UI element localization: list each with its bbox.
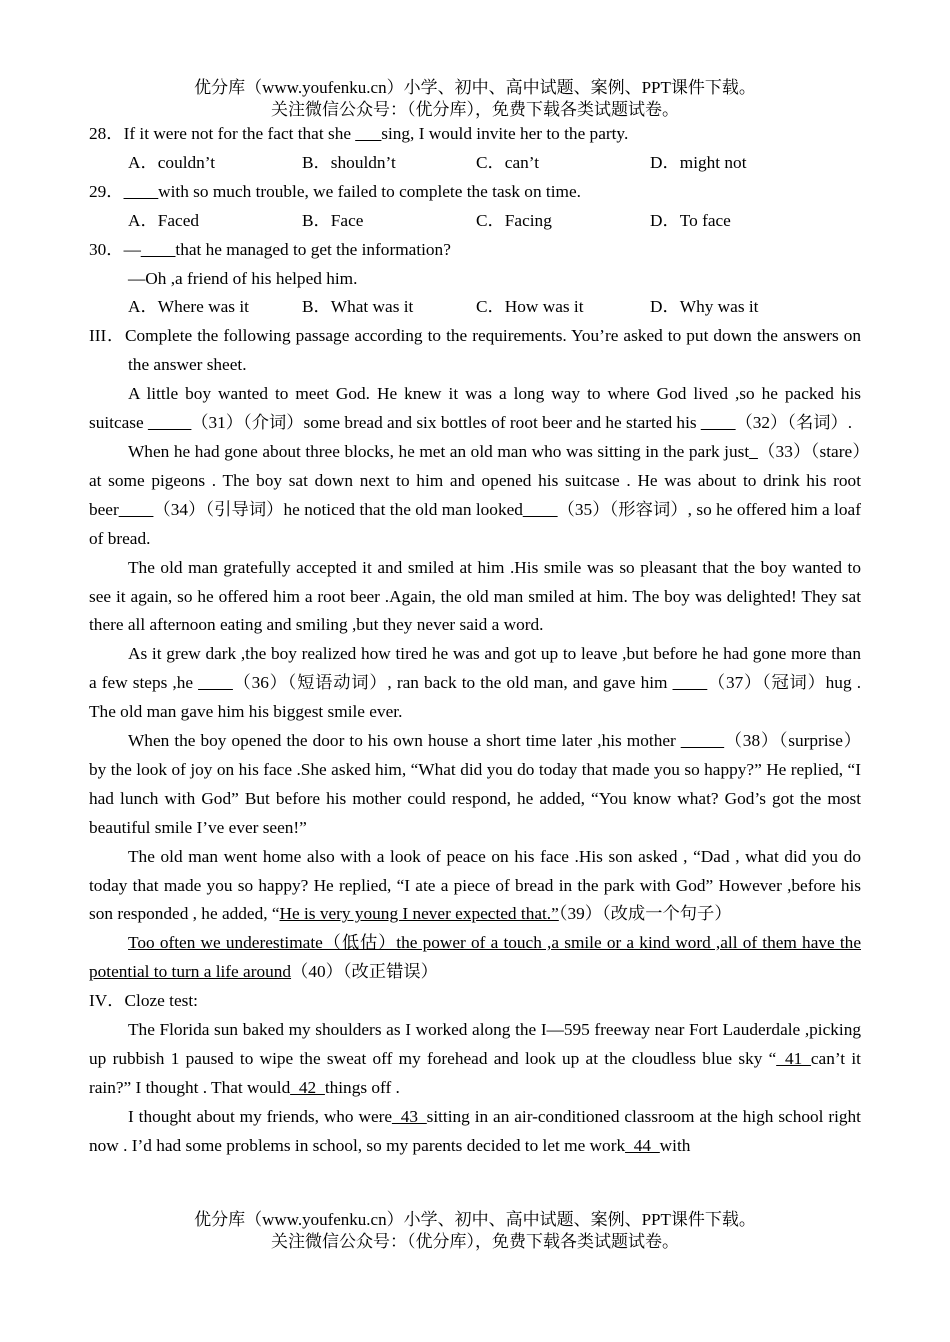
blank-31: _____ — [148, 413, 192, 433]
q30-stem-start: 30．— — [89, 239, 141, 259]
s3-paragraph-2 — [89, 438, 861, 554]
s4-paragraph-1 — [89, 1016, 861, 1103]
question-28 — [89, 120, 861, 149]
q30-reply: —Oh ,a friend of his helped him. — [128, 268, 358, 288]
s3-p2-text-d: （35）（形容词）, so he offered him a loaf of bread. — [89, 499, 861, 548]
page-header — [89, 77, 861, 121]
s3-paragraph-5 — [89, 727, 861, 843]
s3-p5-text-a: When the boy opened the door to his own house a short time later ,his mother — [128, 731, 681, 751]
q29-stem-start: 29． — [89, 181, 124, 201]
blank-43: _43_ — [392, 1106, 427, 1126]
q30-option-b: B．What was it — [302, 297, 414, 317]
q30-option-d: D．Why was it — [650, 297, 759, 317]
header-line-2: 关注微信公众号：（优分库），免费下载各类试题试卷。 — [271, 100, 679, 119]
document-body — [89, 120, 861, 1161]
s3-p2-text-b: （33）（stare）at some pigeons . The boy sat down next to him and opened his suitcase . He was about to drink his root beer — [89, 441, 861, 519]
s4-p1-text-a: The Florida sun baked my shoulders as I worked along the I—595 freeway near Fort Lauderdale ,picking up rubbish 1 paused to wipe the sweat off my forehead and look up at the cloudless blue sky “ — [89, 1020, 861, 1068]
s3-p4-text-b: （36）（短语动词）, ran back to the old man, and gave him — [232, 673, 673, 693]
s3-paragraph-1 — [89, 380, 861, 438]
q30-stem-end: that he managed to get the information? — [175, 239, 451, 259]
footer-line-1: 优分库（www.youfenku.cn）小学、初中、高中试题、案例、PPT课件下载。 — [194, 1210, 756, 1229]
blank-42: _42_ — [290, 1077, 325, 1097]
q29-option-d: D．To face — [650, 210, 731, 230]
s3-p5-text-b: （38）（surprise）by the look of joy on his face .She asked him, “What did you do today that made you so happy?” He replied, “I had lunch with God” But before his mother could respond, he added, “You know what? God’s got the most beautiful smile I’ve ever seen!” — [89, 731, 861, 837]
q30-option-c: C．How was it — [476, 297, 584, 317]
s3-p4-text-c: （37）（冠词）hug . The old man gave him his biggest smile ever. — [89, 673, 862, 722]
page-footer — [89, 1209, 861, 1253]
blank-33: _ — [749, 441, 758, 461]
q29-option-c: C．Facing — [476, 210, 552, 230]
q28-option-b: B．shouldn’t — [302, 152, 396, 172]
sentence-39-underlined: He is very young I never expected that.” — [279, 904, 559, 924]
q28-option-a: A．couldn’t — [128, 152, 216, 172]
blank-41: _41_ — [776, 1049, 811, 1068]
q28-blank: ___ — [355, 124, 382, 143]
header-line-1: 优分库（www.youfenku.cn）小学、初中、高中试题、案例、PPT课件下载。 — [194, 78, 756, 97]
q28-stem-end: sing, I would invite her to the party. — [381, 124, 629, 143]
s4-p1-text-b: can’t it rain?” I thought . That would — [89, 1049, 861, 1097]
q28-option-c: C．can’t — [476, 152, 540, 172]
s3-p6-text-b: （39）（改成一个句子） — [558, 904, 732, 924]
s3-paragraph-6 — [89, 843, 861, 930]
blank-38: _____ — [680, 731, 725, 751]
question-29 — [89, 178, 861, 207]
s3-p1-text-a: A little boy wanted to meet God. He knew it was a long way to where God lived ,so he packed his suitcase — [89, 384, 861, 433]
q30-option-a: A．Where was it — [128, 297, 249, 317]
s3-paragraph-4 — [89, 640, 861, 727]
s4-p2-text-a: I thought about my friends, who were — [128, 1106, 393, 1126]
blank-34: ____ — [118, 499, 154, 519]
s3-p4-text-a: As it grew dark ,the boy realized how tired he was and got up to leave ,but before he had gone more than a few steps ,he — [89, 644, 861, 693]
s4-paragraph-2 — [89, 1103, 861, 1161]
section-4-title: IV．Cloze test: — [89, 991, 198, 1011]
q29-blank: ____ — [123, 181, 159, 201]
s4-p2-text-b: sitting in an air-conditioned classroom at the high school right now . I’d had some problems in school, so my parents decided to let me work — [89, 1106, 861, 1155]
q29-options — [89, 207, 861, 236]
s3-p2-text-c: （34）（引导词）he noticed that the old man looked — [153, 499, 523, 519]
s4-p1-text-c: things off . — [324, 1077, 400, 1097]
sentence-40-underlined: Too often we underestimate（低估）the power of a touch ,a smile or a kind word ,all of them have the potential to turn a life around — [89, 933, 861, 982]
s3-p7-text-b: （40）（改正错误） — [291, 962, 438, 982]
q29-option-a: A．Faced — [128, 210, 200, 230]
question-30 — [89, 236, 861, 265]
q29-stem-end: with so much trouble, we failed to complete the task on time. — [158, 181, 581, 201]
s3-p6-text-a: The old man went home also with a look of peace on his face .His son asked , “Dad , what did you do today that made you so happy? He replied, “I ate a piece of bread in the park with God” However ,before his son responded , he added, “ — [89, 846, 861, 924]
s3-paragraph-3: The old man gratefully accepted it and smiled at him .His smile was so pleasant that the boy wanted to see it again, so he offered him a root beer .Again, the old man smiled at him. The boy was delighted! They sat there all afternoon eating and smiling ,but they never said a word. — [89, 557, 861, 635]
blank-44: _44_ — [625, 1135, 660, 1155]
q28-stem-start: 28．If it were not for the fact that she — [89, 124, 356, 143]
s3-p1-text-b: （31）（介词）some bread and six bottles of root beer and he started his — [191, 413, 701, 433]
footer-line-2: 关注微信公众号：（优分库），免费下载各类试题试卷。 — [271, 1232, 679, 1251]
q28-option-d: D．might not — [650, 152, 747, 172]
q30-blank: ____ — [140, 239, 176, 259]
s3-p1-text-c: （32）（名词）. — [735, 413, 853, 433]
q28-options — [89, 149, 861, 178]
q29-option-b: B．Face — [302, 210, 364, 230]
s3-paragraph-7 — [89, 929, 861, 987]
q30-options — [89, 293, 861, 322]
blank-36: ____ — [198, 673, 233, 693]
section-3-title: III．Complete the following passage according to the requirements. You’re asked to put down the answers on the answer sheet. — [89, 326, 861, 375]
blank-35: ____ — [522, 499, 558, 519]
blank-37: ____ — [672, 673, 708, 693]
s4-p2-text-c: with — [659, 1135, 691, 1155]
s3-p2-text-a: When he had gone about three blocks, he met an old man who was sitting in the park just — [128, 441, 750, 461]
blank-32: ____ — [700, 413, 736, 433]
